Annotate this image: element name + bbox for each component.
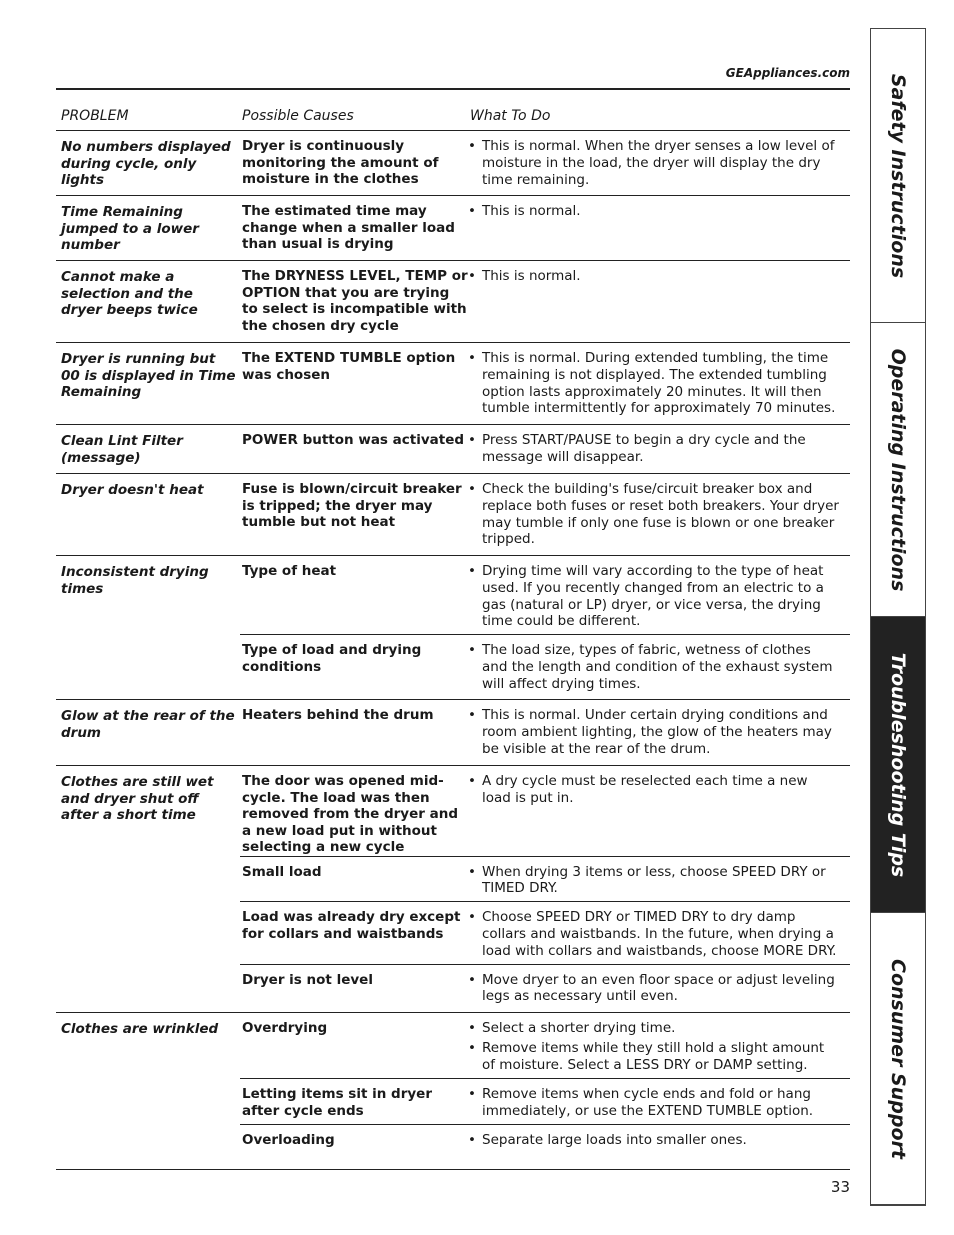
solution-text: • Separate large loads into smaller ones. [468, 1132, 840, 1149]
website-url: GEAppliances.com [725, 66, 850, 80]
problem-text: Dryer is running but 00 is displayed in Time Remaining [61, 351, 236, 400]
solution-text: • Move dryer to an even floor space or adjust leveling legs as necessary until even. [468, 972, 840, 1006]
table-row [56, 131, 850, 196]
cause-list [240, 474, 850, 555]
cause-text: The EXTEND TUMBLE option was chosen [242, 350, 456, 383]
solution-text: • This is normal. During extended tumbling, the time remaining is not displayed. The extended tumbling option lasts approximately 20 minutes. It will then tumble intermittently for approximately 70 minutes. [468, 350, 840, 417]
solution-text: • When drying 3 items or less, choose SPEED DRY or TIMED DRY. [468, 864, 840, 898]
problem-text: Clothes are wrinkled [61, 1020, 219, 1037]
solution-text: • A dry cycle must be reselected each time a new load is put in. [468, 773, 840, 807]
cause-text: Type of heat [242, 563, 337, 579]
solution-text: • Select a shorter drying time. [468, 1020, 840, 1037]
solution-list [468, 700, 850, 765]
header-problem: PROBLEM [61, 108, 129, 124]
side-tab-label: Consumer Support [887, 958, 909, 1159]
cause-text: Type of load and drying conditions [242, 642, 422, 675]
cause-row [240, 425, 850, 473]
table-body [56, 131, 850, 1170]
header-causes: Possible Causes [242, 108, 354, 124]
cause-row [240, 556, 850, 634]
solution-list [468, 635, 850, 699]
table-row [56, 425, 850, 474]
cause-text: The estimated time may change when a smaller load than usual is drying [242, 203, 455, 252]
table-row [56, 343, 850, 425]
header-todo: What To Do [470, 108, 551, 124]
table-header [56, 90, 850, 131]
cause-text: Small load [242, 863, 322, 880]
cause-text: Letting items sit in dryer after cycle ends [242, 1086, 432, 1119]
solution-list [468, 766, 850, 856]
solution-list [468, 261, 850, 342]
solution-list [468, 131, 850, 195]
cause-row [240, 700, 850, 765]
problem-text: Clean Lint Filter (message) [61, 433, 183, 466]
solution-list [468, 1013, 850, 1078]
problem-text: Clothes are still wet and dryer shut off after a short time [61, 774, 214, 824]
cause-list [240, 131, 850, 195]
solution-text: • Press START/PAUSE to begin a dry cycle and the message will disappear. [468, 432, 840, 466]
cause-row [240, 901, 850, 963]
solution-list [468, 1079, 850, 1124]
table-row [56, 556, 850, 700]
solution-list [468, 857, 850, 902]
cause-row [240, 964, 850, 1012]
side-tabs [870, 28, 926, 1206]
problem-text: No numbers displayed during cycle, only lights [61, 139, 231, 188]
cause-row [240, 1124, 850, 1169]
solution-list [468, 343, 850, 424]
problem-text: Inconsistent drying times [61, 564, 209, 597]
cause-list [240, 343, 850, 424]
solution-text: • Remove items when cycle ends and fold or hang immediately, or use the EXTEND TUMBLE option. [468, 1086, 840, 1120]
side-tab-label: Troubleshooting Tips [887, 652, 909, 877]
problem-text: Cannot make a selection and the dryer beeps twice [61, 269, 198, 318]
solution-text: • This is normal. [468, 203, 840, 220]
cause-text: Load was already dry except for collars and waistbands [242, 909, 461, 942]
troubleshooting-table [56, 88, 850, 1170]
side-tab[interactable] [871, 617, 925, 913]
side-tab[interactable] [871, 323, 925, 617]
table-row [56, 261, 850, 343]
side-tab[interactable] [871, 29, 925, 323]
table-row [56, 474, 850, 556]
cause-row [240, 196, 850, 260]
cause-row [240, 131, 850, 195]
solution-text: • The load size, types of fabric, wetness of clothes and the length and condition of the exhaust system will affect drying times. [468, 642, 840, 692]
cause-list [240, 261, 850, 342]
cause-list [240, 700, 850, 765]
page-number: 33 [830, 1178, 850, 1196]
solution-text: • This is normal. When the dryer senses a low level of moisture in the load, the dryer will display the dry time remaining. [468, 138, 840, 188]
cause-row [240, 766, 850, 856]
cause-text: The DRYNESS LEVEL, TEMP or OPTION that you are trying to select is incompatible with the chosen dry cycle [242, 268, 468, 334]
cause-row [240, 343, 850, 424]
table-row [56, 196, 850, 261]
solution-list [468, 425, 850, 473]
cause-list [240, 425, 850, 473]
solution-text: • Check the building's fuse/circuit breaker box and replace both fuses or reset both breakers. Your dryer may tumble if only one fuse is blown or one breaker tripped. [468, 481, 840, 548]
solution-text: • This is normal. Under certain drying conditions and room ambient lighting, the glow of the heaters may be visible at the rear of the drum. [468, 707, 840, 757]
solution-text: • Remove items while they still hold a slight amount of moisture. Select a LESS DRY or DAMP setting. [468, 1040, 840, 1074]
cause-row [240, 1078, 850, 1124]
table-row [56, 1013, 850, 1170]
cause-list [240, 196, 850, 260]
cause-text: Dryer is not level [242, 971, 373, 988]
cause-text: Overdrying [242, 1019, 328, 1036]
side-tab[interactable] [871, 913, 925, 1205]
cause-list [240, 556, 850, 699]
solution-list [468, 902, 850, 963]
cause-text: POWER button was activated [242, 432, 465, 448]
table-row [56, 766, 850, 1012]
cause-row [240, 1013, 850, 1078]
solution-list [468, 1125, 850, 1169]
cause-row [240, 634, 850, 699]
side-tab-label: Operating Instructions [887, 348, 909, 591]
solution-text: • This is normal. [468, 268, 840, 285]
cause-text: Fuse is blown/circuit breaker is tripped; the dryer may tumble but not heat [242, 481, 462, 530]
solution-list [468, 556, 850, 634]
problem-text: Glow at the rear of the drum [61, 708, 235, 741]
cause-text: Dryer is continuously monitoring the amount of moisture in the clothes [242, 138, 439, 187]
solution-text: • Choose SPEED DRY or TIMED DRY to dry damp collars and waistbands. In the future, when drying a load with collars and waistbands, choose MORE DRY. [468, 909, 840, 959]
solution-list [468, 474, 850, 555]
solution-list [468, 196, 850, 260]
cause-row [240, 261, 850, 342]
cause-text: Heaters behind the drum [242, 707, 434, 724]
problem-text: Time Remaining jumped to a lower number [61, 204, 199, 253]
problem-text: Dryer doesn't heat [61, 482, 204, 498]
solution-text: • Drying time will vary according to the type of heat used. If you recently changed from an electric to a gas (natural or LP) dryer, or vice versa, the drying time could be different. [468, 563, 840, 630]
side-tab-label: Safety Instructions [887, 73, 909, 278]
cause-row [240, 474, 850, 555]
cause-list [240, 1013, 850, 1169]
cause-list [240, 766, 850, 1011]
table-row [56, 700, 850, 766]
solution-list [468, 965, 850, 1012]
cause-text: The door was opened mid-cycle. The load was then removed from the dryer and a new load put in without selecting a new cycle [242, 773, 458, 856]
cause-text: Overloading [242, 1131, 335, 1148]
cause-row [240, 856, 850, 902]
